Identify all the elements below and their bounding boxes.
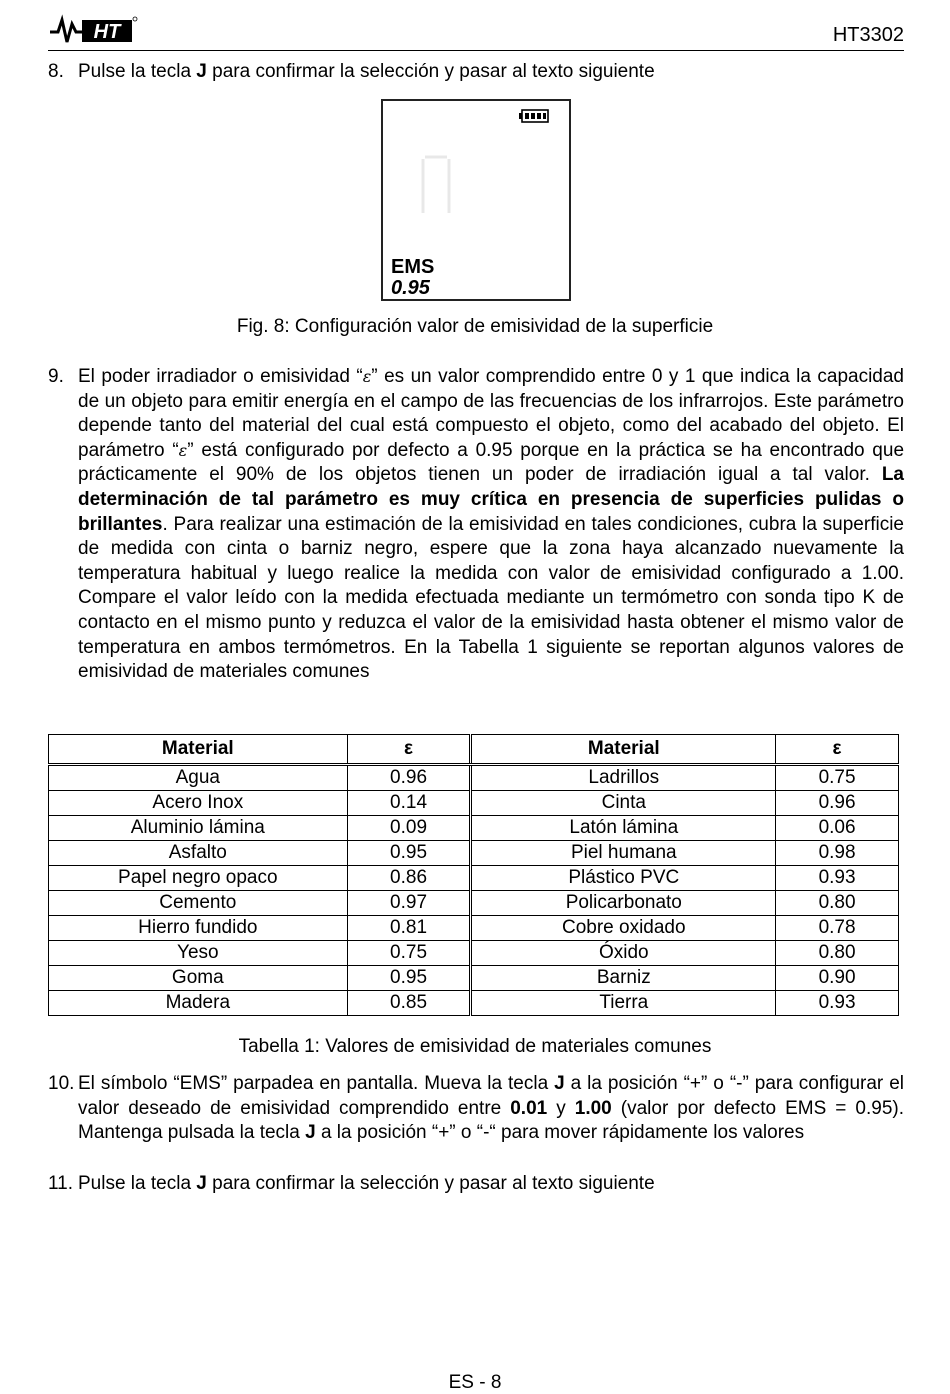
epsilon-symbol: ε	[178, 440, 188, 460]
table-cell: Tierra	[471, 991, 776, 1016]
key-label: J	[196, 1173, 207, 1194]
table-cell: Barniz	[471, 966, 776, 991]
min-value: 0.01	[510, 1097, 548, 1119]
step-text: El poder irradiador o emisividad “ε” es un valor comprendido entre 0 y 1 que indica la capacidad de un objeto para emitir energía en el campo de las frecuencias de los infrarrojos. Este parámetro depende tanto del material del cual está compuesto el objeto, como del acabado del objeto. El parámetro “ε” está configurado por defecto a 0.95 porque en la práctica se ha encontrado que prácticamente el 90% de los objetos tienen un poder de irradiación igual a tal valor. La determinación de tal parámetro es muy crítica en presencia de superficies pulidas o brillantes. Para realizar una estimación de la emisividad en tales condiciones, cubra la superficie de medida con cinta o barniz negro, espere que la zona haya alcanzado nuevamente la temperatura habitual y luego realice la medida con valor de emisividad configurado a 1.00. Compare el valor leído con la medida efectuada mediante un termómetro con sonda tipo K de contacto en el mismo punto y reduzca el valor de la emisividad hasta obtener el mismo valor de temperatura en ambos termómetros. En la Tabella 1 siguiente se reportan algunos valores de emisividad de materiales comunes	[78, 366, 905, 683]
table-cell: 0.06	[776, 816, 899, 841]
table-cell: Óxido	[471, 941, 776, 966]
table-cell: Agua	[49, 765, 348, 791]
table-cell: 0.09	[347, 816, 471, 841]
ht-logo	[48, 14, 138, 46]
table-cell: 0.96	[776, 791, 899, 816]
table-cell: Yeso	[49, 941, 348, 966]
table-cell: 0.80	[776, 941, 899, 966]
logo-text: HT	[93, 21, 121, 43]
table-cell: 0.85	[347, 991, 471, 1016]
table-cell: 0.96	[347, 765, 471, 791]
table-cell: Madera	[49, 991, 348, 1016]
table-cell: Asfalto	[49, 841, 348, 866]
table-header-row	[49, 735, 899, 765]
table-cell: 0.75	[347, 941, 471, 966]
column-header: Material	[471, 735, 776, 765]
table-row	[49, 866, 899, 891]
key-label: J	[554, 1073, 565, 1094]
table-row	[49, 841, 899, 866]
table-row	[49, 966, 899, 991]
table-cell: Cemento	[49, 891, 348, 916]
table-cell: Hierro fundido	[49, 916, 348, 941]
column-header: ε	[347, 735, 471, 765]
step-8	[48, 60, 904, 85]
lcd-ems-label: EMS	[391, 256, 435, 278]
step-number: 8.	[48, 61, 64, 82]
table-row	[49, 991, 899, 1016]
step-10	[48, 1072, 904, 1146]
header-divider	[48, 50, 904, 51]
lcd-graphic	[383, 101, 569, 299]
column-header: ε	[776, 735, 899, 765]
table-cell: Latón lámina	[471, 816, 776, 841]
table-row	[49, 941, 899, 966]
table-cell: 0.98	[776, 841, 899, 866]
bold-warning: La determinación de tal parámetro es muy crítica en presencia de superficies pulidas o brillantes	[78, 464, 904, 535]
epsilon-symbol: ε	[362, 367, 372, 386]
table-cell: Cobre oxidado	[471, 916, 776, 941]
step-number: 11.	[48, 1173, 74, 1194]
step-11	[48, 1172, 904, 1197]
table-cell: 0.14	[347, 791, 471, 816]
table-cell: 0.93	[776, 991, 899, 1016]
table-cell: Ladrillos	[471, 765, 776, 791]
table-row	[49, 765, 899, 791]
step-text: Pulse la tecla J para confirmar la selección y pasar al texto siguiente	[78, 1173, 655, 1194]
table-cell: 0.80	[776, 891, 899, 916]
table-cell: 0.95	[347, 841, 471, 866]
emissivity-table	[48, 734, 899, 1016]
battery-icon	[519, 110, 548, 122]
table-row	[49, 891, 899, 916]
table-cell: Goma	[49, 966, 348, 991]
table-cell: Papel negro opaco	[49, 866, 348, 891]
table-cell: 0.81	[347, 916, 471, 941]
lcd-ems-value: 0.95	[391, 277, 430, 299]
table-cell: Policarbonato	[471, 891, 776, 916]
step-number: 9.	[48, 366, 64, 387]
step-9	[48, 365, 904, 685]
table-cell: 0.86	[347, 866, 471, 891]
table-row	[49, 816, 899, 841]
table-row	[49, 791, 899, 816]
table-cell: Acero Inox	[49, 791, 348, 816]
column-header: Material	[49, 735, 348, 765]
step-text: El símbolo “EMS” parpadea en pantalla. Mueva la tecla J a la posición “+” o “-” para configurar el valor deseado de emisividad comprendido entre 0.01 y 1.00 (valor por defecto EMS = 0.95). Mantenga pulsada la tecla J a la posición “+” o “-“ para mover rápidamente los valores	[78, 1073, 904, 1144]
table-cell: 0.78	[776, 916, 899, 941]
table-cell: Piel humana	[471, 841, 776, 866]
table-cell: 0.75	[776, 765, 899, 791]
table-caption: Tabella 1: Valores de emisividad de materiales comunes	[238, 1036, 712, 1057]
page-number: ES - 8	[448, 1372, 502, 1393]
model-name: HT3302	[832, 24, 904, 46]
lcd-display	[381, 99, 571, 301]
step-text: Pulse la tecla J para confirmar la selección y pasar al texto siguiente	[78, 61, 655, 82]
table-cell: 0.95	[347, 966, 471, 991]
figure-caption: Fig. 8: Configuración valor de emisividad de la superficie	[236, 316, 714, 337]
table-cell: 0.97	[347, 891, 471, 916]
table-cell: Plástico PVC	[471, 866, 776, 891]
key-label: J	[196, 61, 207, 82]
table-cell: Cinta	[471, 791, 776, 816]
max-value: 1.00	[574, 1097, 612, 1119]
table-cell: Aluminio lámina	[49, 816, 348, 841]
key-label: J	[305, 1122, 316, 1144]
step-number: 10.	[48, 1073, 75, 1094]
table-cell: 0.93	[776, 866, 899, 891]
table-cell: 0.90	[776, 966, 899, 991]
table-row	[49, 916, 899, 941]
faint-digit-segments	[423, 157, 449, 213]
